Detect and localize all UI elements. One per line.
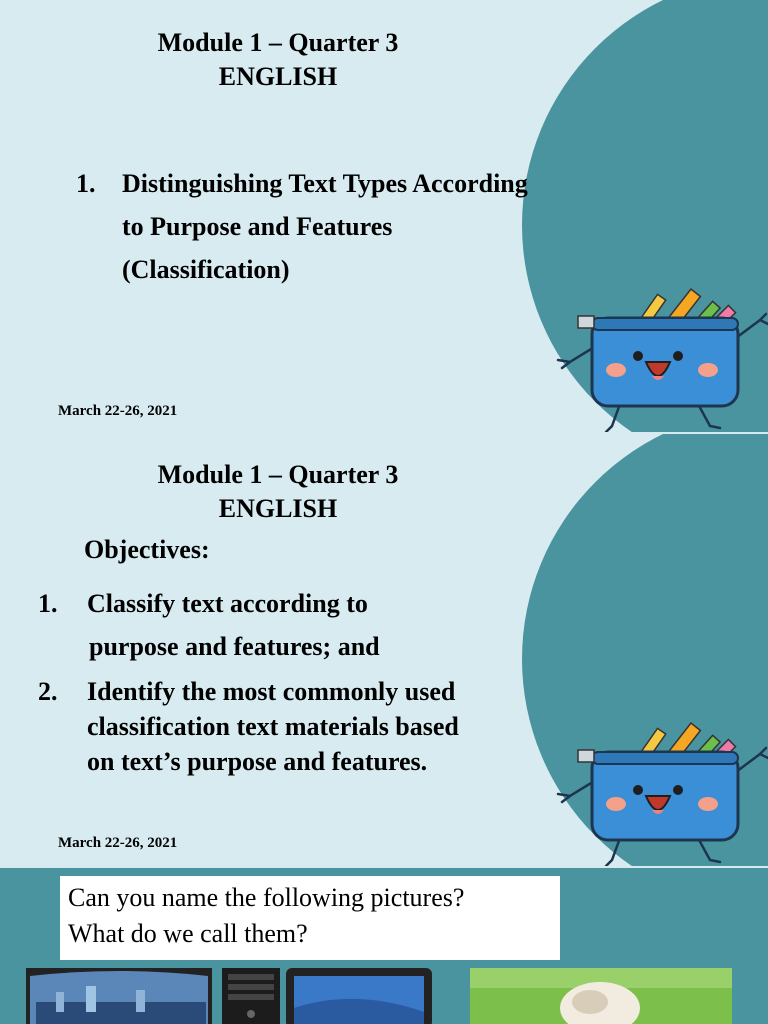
question-line: Can you name the following pictures? <box>68 883 465 912</box>
slide-title <box>0 458 556 526</box>
title-subject: ENGLISH <box>218 62 338 91</box>
topic-line: (Classification) <box>122 255 290 284</box>
objectives-label: Objectives: <box>84 535 210 564</box>
nature-picture <box>470 968 732 1024</box>
topic-line: to Purpose and Features <box>122 212 393 241</box>
television-picture <box>26 968 212 1024</box>
topic-text <box>122 162 528 291</box>
question-box <box>60 876 560 960</box>
objective-line: classification text materials based <box>87 712 459 741</box>
pencil-pouch-mascot-icon <box>548 710 768 866</box>
objective-1-number: 1. <box>38 589 58 618</box>
tablet-picture <box>286 968 432 1024</box>
title-module: Module 1 – Quarter 3 <box>157 28 399 57</box>
slide-1 <box>0 0 768 432</box>
computer-tower-picture <box>222 968 280 1024</box>
slide-2 <box>0 434 768 866</box>
slide-date: March 22-26, 2021 <box>58 835 178 851</box>
topic-number: 1. <box>76 169 96 198</box>
objective-line: on text’s purpose and features. <box>87 747 428 776</box>
pencil-pouch-mascot-icon <box>548 276 768 432</box>
title-module: Module 1 – Quarter 3 <box>157 460 399 489</box>
topic-line: Distinguishing Text Types According <box>122 169 528 198</box>
objective-1-text <box>87 582 380 668</box>
slide-title <box>0 26 556 94</box>
objective-line: purpose and features; and <box>89 632 380 661</box>
title-subject: ENGLISH <box>218 494 338 523</box>
slide-3 <box>0 868 768 1024</box>
objective-line: Classify text according to <box>87 589 368 618</box>
slide-date: March 22-26, 2021 <box>58 403 178 419</box>
question-line: What do we call them? <box>68 919 308 948</box>
objective-2-text <box>87 674 459 779</box>
objective-2-number: 2. <box>38 677 58 706</box>
objective-line: Identify the most commonly used <box>87 677 456 706</box>
